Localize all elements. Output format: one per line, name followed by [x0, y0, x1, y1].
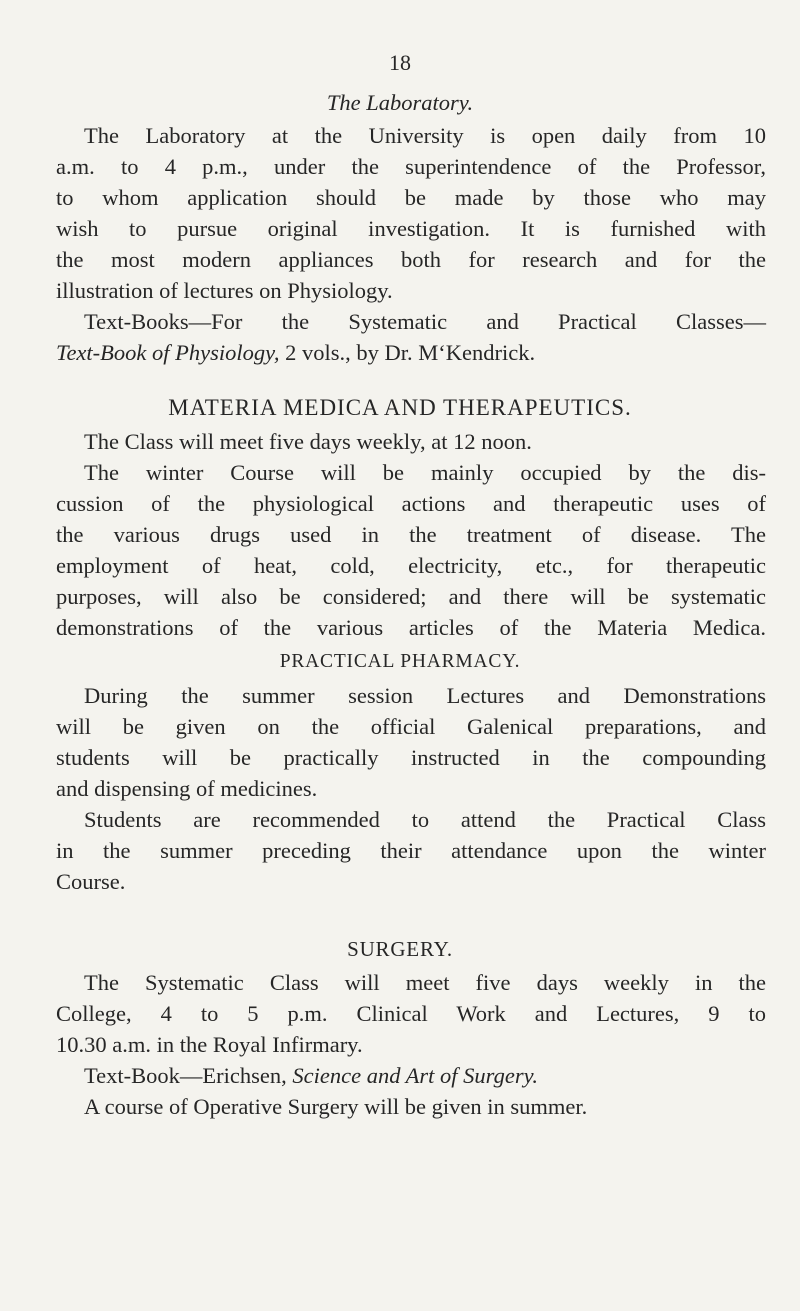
pharmacy-text-line: Course.	[56, 869, 126, 894]
laboratory-heading: The Laboratory.	[326, 90, 474, 115]
operative-surgery-line: A course of Operative Surgery will be given in summer.	[84, 1094, 588, 1119]
pharmacy-text-line: During the summer session Lectures and Demonstrations	[84, 683, 766, 708]
laboratory-text-line: illustration of lectures on Physiology.	[56, 278, 393, 303]
surgery-text-line: 10.30 a.m. in the Royal Infirmary.	[56, 1032, 363, 1057]
materia-medica-text-line: demonstrations of the various articles of the Materia Medica.	[56, 615, 766, 640]
materia-medica-heading: MATERIA MEDICA AND THERAPEUTICS.	[168, 395, 632, 420]
materia-medica-text-line: purposes, will also be considered; and there will be systematic	[56, 584, 766, 609]
page-number: 18	[389, 50, 411, 75]
laboratory-text-line: The Laboratory at the University is open daily from 10	[84, 123, 766, 148]
surgery-textbook-line	[84, 1061, 766, 1091]
textbook-details: 2 vols., by Dr. M‘Kendrick.	[279, 340, 536, 365]
surgery-text-line: The Systematic Class will meet five days weekly in the	[84, 970, 766, 995]
pharmacy-text-line: in the summer preceding their attendance upon the winter	[56, 838, 766, 863]
surgery-text-line: College, 4 to 5 p.m. Clinical Work and Lectures, 9 to	[56, 1001, 766, 1026]
laboratory-text-line: wish to pursue original investigation. It is furnished with	[56, 216, 766, 241]
textbooks-line: Text-Books—For the Systematic and Practical Classes—	[84, 309, 766, 334]
surgery-textbook-prefix: Text-Book—Erichsen,	[84, 1063, 293, 1088]
pharmacy-text-line: and dispensing of medicines.	[56, 776, 318, 801]
pharmacy-text-line: Students are recommended to attend the Practical Class	[84, 807, 766, 832]
surgery-heading: SURGERY.	[347, 937, 453, 961]
laboratory-text-line: to whom application should be made by those who may	[56, 185, 766, 210]
laboratory-text-line: the most modern appliances both for research and for the	[56, 247, 766, 272]
pharmacy-text-line: will be given on the official Galenical preparations, and	[56, 714, 766, 739]
practical-pharmacy-heading: PRACTICAL PHARMACY.	[279, 651, 521, 672]
materia-medica-text-line: the various drugs used in the treatment of disease. The	[56, 522, 766, 547]
physiology-textbook-title: Text-Book of Physiology,	[56, 340, 280, 365]
pharmacy-text-line: students will be practically instructed in the compounding	[56, 745, 766, 770]
materia-medica-schedule: The Class will meet five days weekly, at 12 noon.	[84, 429, 532, 454]
materia-medica-text-line: employment of heat, cold, electricity, etc., for therapeutic	[56, 553, 766, 578]
materia-medica-text-line: The winter Course will be mainly occupied by the dis-	[84, 460, 766, 485]
laboratory-text-line: a.m. to 4 p.m., under the superintendence of the Professor,	[56, 154, 766, 179]
surgery-textbook-title: Science and Art of Surgery.	[292, 1063, 538, 1088]
textbooks-title-line	[56, 338, 766, 368]
materia-medica-text-line: cussion of the physiological actions and therapeutic uses of	[56, 491, 766, 516]
